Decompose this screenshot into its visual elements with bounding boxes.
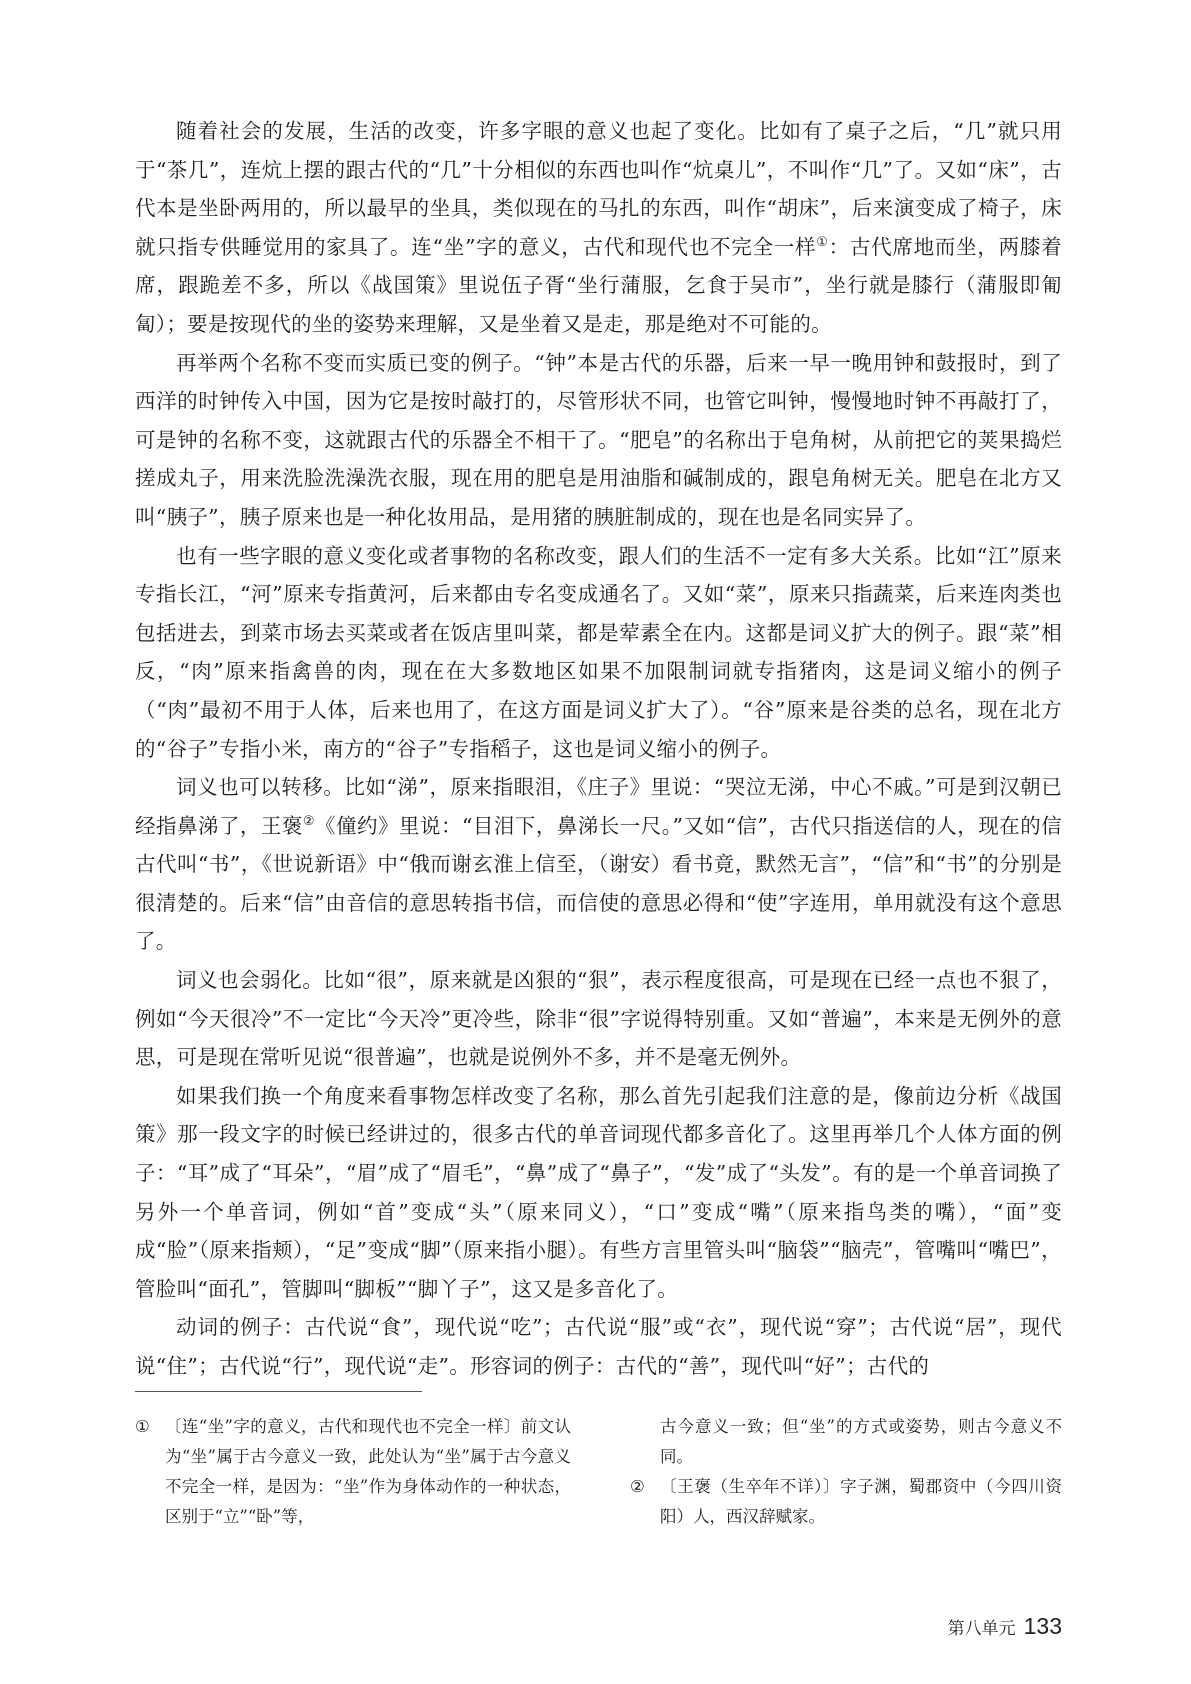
- paragraph-6: 如果我们换一个角度来看事物怎样改变了名称，那么首先引起我们注意的是，像前边分析《战国策》那一段文字的时候已经讲过的，很多古代的单音词现代都多音化了。这里再举几个人体方面的例子：“耳”成了“耳朵”，“眉”成了“眉毛”，“鼻”成了“鼻子”，“发”成了“头发”。有的是一个单音词换了另外一个单音词，例如“首”变成“头”（原来同义），“口”变成“嘴”（原来指鸟类的嘴），“面”变成“脸”（原来指颊），“足”变成“脚”（原来指小腿）。有些方言里管头叫“脑袋”“脑壳”，管嘴叫“嘴巴”，管脸叫“面孔”，管脚叫“脚板”“脚丫子”，这又是多音化了。: [135, 1083, 1062, 1301]
- page-number: 133: [1023, 1613, 1062, 1639]
- paragraph-5: 词义也会弱化。比如“很”，原来就是凶狠的“狠”，表示程度很高，可是现在已经一点也不狠了，例如“今天很冷”不一定比“今天冷”更冷些，除非“很”字说得特别重。又如“普遍”，本来是无例外的意思，可是现在常听见说“很普遍”，也就是说例外不多，并不是毫无例外。: [135, 968, 1062, 1070]
- footnote-ref-1[interactable]: ①: [816, 234, 829, 250]
- footnote-1-text: 〔连“坐”字的意义，古代和现代也不完全一样〕前文认为“坐”属于古今意义一致，此处认为“坐”属于古今意义不完全一样，是因为：“坐”作为身体动作的一种状态，区别于“立”“卧”等，: [165, 1417, 571, 1526]
- paragraph-4: 词义也可以转移。比如“涕”，原来指眼泪，《庄子》里说：“哭泣无涕，中心不戚。”可是到汉朝已经指鼻涕了，王褒②《僮约》里说：“目泪下，鼻涕长一尺。”又如“信”，古代只指送信的人，现在的信古代叫“书”，《世说新语》中“俄而谢玄淮上信至，（谢安）看书竟，默然无言”，“信”和“书”的分别是很清楚的。后来“信”由音信的意思转指书信，而信使的意思必得和“使”字连用，单用就没有这个意思了。: [135, 775, 1062, 954]
- footnote-2-text: 〔王褒（生卒年不详）〕字子渊，蜀郡资中（今四川资阳）人，西汉辞赋家。: [660, 1477, 1062, 1526]
- footnote-1-continuation: 古今意义一致；但“坐”的方式或姿势，则古今意义不同。: [660, 1417, 1062, 1466]
- footnote-1-mark: ①: [135, 1417, 150, 1436]
- paragraph-7: 动词的例子：古代说“食”，现代说“吃”；古代说“服”或“衣”，现代说“穿”；古代说“居”，现代说“住”；古代说“行”，现代说“走”。形容词的例子：古代的“善”，现代叫“好”；古代的: [135, 1315, 1062, 1378]
- footnote-1: [135, 1412, 571, 1532]
- unit-label: 第八单元: [947, 1619, 1016, 1639]
- paragraph-1: 随着社会的发展，生活的改变，许多字眼的意义也起了变化。比如有了桌子之后，“几”就只用于“茶几”，连炕上摆的跟古代的“几”十分相似的东西也叫作“炕桌儿”，不叫作“几”了。又如“床”，古代本是坐卧两用的，所以最早的坐具，类似现在的马扎的东西，叫作“胡床”，后来演变成了椅子，床就只指专供睡觉用的家具了。连“坐”字的意义，古代和现代也不完全一样①：古代席地而坐，两膝着席，跟跪差不多，所以《战国策》里说伍子胥“坐行蒲服，乞食于吴市”，坐行就是膝行（蒲服即匍匐）；要是按现代的坐的姿势来理解，又是坐着又是走，那是绝对不可能的。: [135, 119, 1062, 336]
- footnote-ref-2[interactable]: ②: [302, 813, 316, 829]
- paragraph-2: 再举两个名称不变而实质已变的例子。“钟”本是古代的乐器，后来一早一晚用钟和鼓报时，到了西洋的时钟传入中国，因为它是按时敲打的，尽管形状不同，也管它叫钟，慢慢地时钟不再敲打了，可是钟的名称不变，这就跟古代的乐器全不相干了。“肥皂”的名称出于皂角树，从前把它的荚果捣烂搓成丸子，用来洗脸洗澡洗衣服，现在用的肥皂是用油脂和碱制成的，跟皂角树无关。肥皂在北方又叫“胰子”，胰子原来也是一种化妆用品，是用猪的胰脏制成的，现在也是名同实异了。: [135, 350, 1062, 529]
- footnote-2: [630, 1472, 1062, 1532]
- body-text: [135, 112, 1062, 1386]
- footnotes-column-right: [630, 1412, 1062, 1532]
- page-footer: [948, 1613, 1062, 1640]
- footnotes-column-left: [135, 1412, 571, 1532]
- footnote-divider: [135, 1391, 422, 1392]
- footnote-2-mark: ②: [630, 1477, 645, 1496]
- paragraph-3: 也有一些字眼的意义变化或者事物的名称改变，跟人们的生活不一定有多大关系。比如“江”原来专指长江，“河”原来专指黄河，后来都由专名变成通名了。又如“菜”，原来只指蔬菜，后来连肉类也包括进去，到菜市场去买菜或者在饭店里叫菜，都是荤素全在内。这都是词义扩大的例子。跟“菜”相反，“肉”原来指禽兽的肉，现在在大多数地区如果不加限制词就专指猪肉，这是词义缩小的例子（“肉”最初不用于人体，后来也用了，在这方面是词义扩大了）。“谷”原来是谷类的总名，现在北方的“谷子”专指小米，南方的“谷子”专指稻子，这也是词义缩小的例子。: [135, 543, 1062, 761]
